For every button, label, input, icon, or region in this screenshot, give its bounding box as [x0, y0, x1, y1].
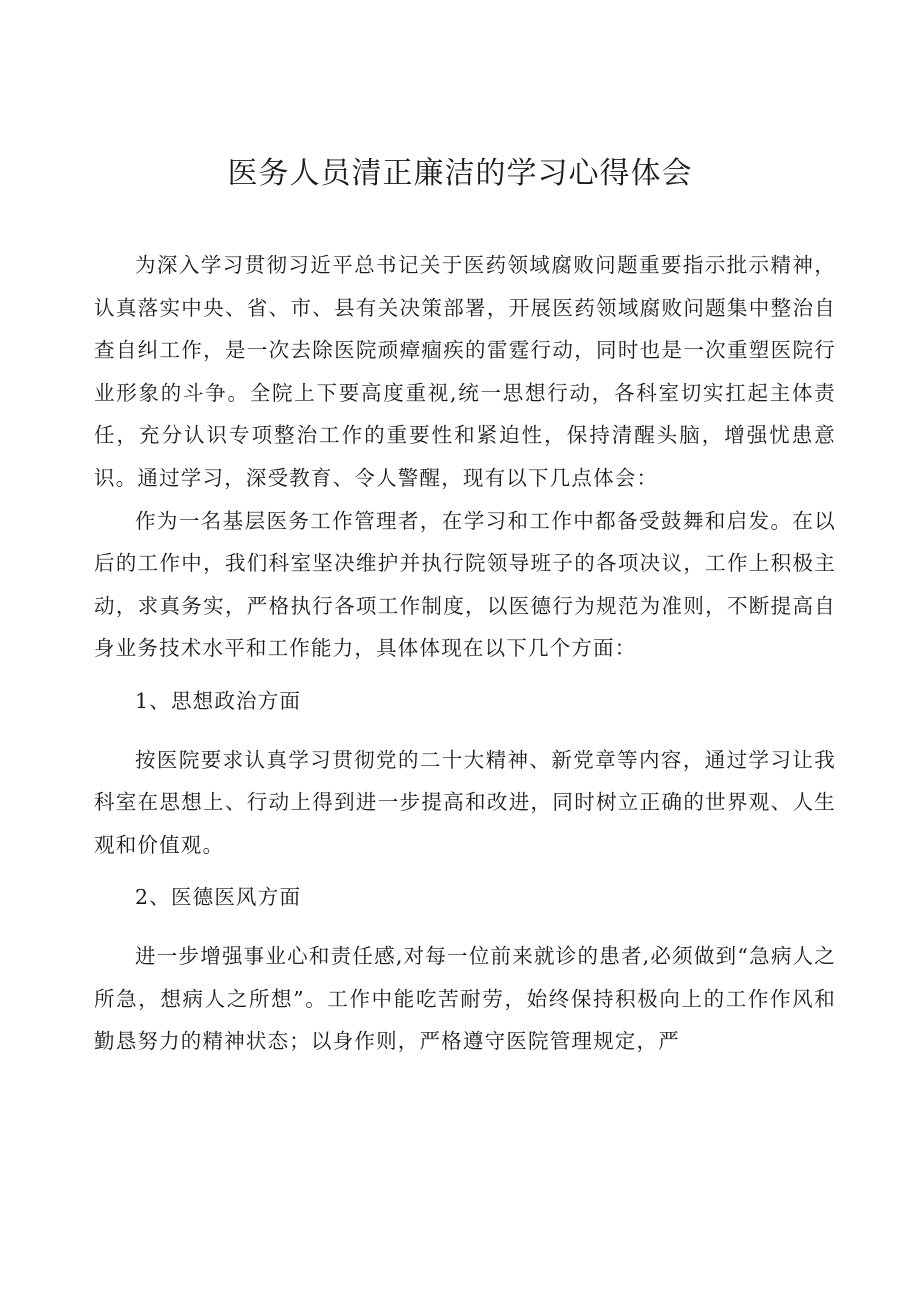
section-text-political: 按医院要求认真学习贯彻党的二十大精神、新党章等内容，通过学习让我科室在思想上、行动上得到进一步提高和改进，同时树立正确的世界观、人生观和价值观。	[94, 747, 836, 857]
document-body	[94, 244, 836, 1063]
section-text-ethics: 进一步增强事业心和责任感,对每一位前来就诊的患者,必须做到“急病人之所急，想病人之所想”。工作中能吃苦耐劳，始终保持积极向上的工作作风和勤恳努力的精神状态；以身作则，严格遵守医院管理规定，严	[94, 943, 836, 1054]
section-heading-political: 1、思想政治方面	[135, 688, 302, 713]
section-heading-ethics: 2、医德医风方面	[135, 885, 302, 910]
document-title: 医务人员清正廉洁的学习心得体会	[227, 156, 693, 191]
intro-paragraph: 为深入学习贯彻习近平总书记关于医药领域腐败问题重要指示批示精神，认真落实中央、省、市、县有关决策部署，开展医药领域腐败问题集中整治自查自纠工作，是一次去除医院顽瘴痼疾的雷霆行动，同时也是一次重塑医院行业形象的斗争。全院上下要高度重视,统一思想行动，各科室切实扛起主体责任，充分认识专项整治工作的重要性和紧迫性，保持清醒头脑，增强忧患意识。通过学习，深受教育、令人警醒，现有以下几点体会：	[94, 253, 836, 490]
role-paragraph: 作为一名基层医务工作管理者，在学习和工作中都备受鼓舞和启发。在以后的工作中，我们科室坚决维护并执行院领导班子的各项决议，工作上积极主动，求真务实，严格执行各项工作制度，以医德行为规范为准则，不断提高自身业务技术水平和工作能力，具体体现在以下几个方面：	[94, 508, 836, 661]
